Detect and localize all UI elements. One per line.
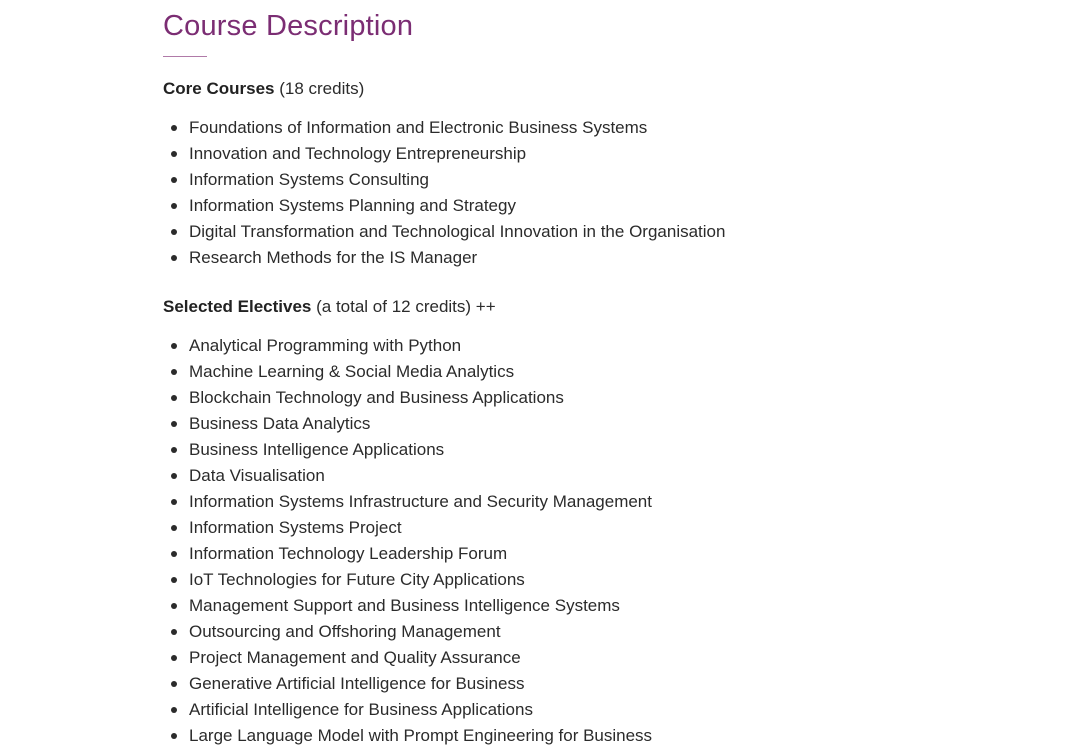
- bullet-icon: [171, 255, 177, 261]
- bullet-icon: [171, 499, 177, 505]
- course-name: Machine Learning & Social Media Analytics: [189, 362, 515, 381]
- bullet-icon: [171, 733, 177, 739]
- list-item: [163, 437, 1043, 463]
- bullet-icon: [171, 577, 177, 583]
- list-item: [163, 619, 1043, 645]
- bullet-icon: [171, 343, 177, 349]
- bullet-icon: [171, 655, 177, 661]
- list-item: [163, 463, 1043, 489]
- list-item: [163, 697, 1043, 723]
- bullet-icon: [171, 629, 177, 635]
- electives-heading: [163, 295, 1043, 319]
- core-courses-heading: [163, 77, 1043, 101]
- course-name: Research Methods for the IS Manager: [189, 248, 478, 267]
- bullet-icon: [171, 707, 177, 713]
- course-name: Generative Artificial Intelligence for Business: [189, 674, 525, 693]
- course-name: Digital Transformation and Technological Innovation in the Organisation: [189, 222, 726, 241]
- list-item: [163, 593, 1043, 619]
- core-courses-credits: (18 credits): [279, 79, 365, 98]
- list-item: [163, 333, 1043, 359]
- electives-list: [163, 333, 1043, 749]
- list-item: [163, 193, 1043, 219]
- course-name: Data Visualisation: [189, 466, 325, 485]
- course-name: Business Data Analytics: [189, 414, 371, 433]
- title-underline: [163, 56, 207, 57]
- bullet-icon: [171, 551, 177, 557]
- electives-credits: (a total of 12 credits) ++: [316, 297, 496, 316]
- course-name: Information Systems Consulting: [189, 170, 429, 189]
- bullet-icon: [171, 125, 177, 131]
- course-name: Innovation and Technology Entrepreneurship: [189, 144, 527, 163]
- course-name: IoT Technologies for Future City Applications: [189, 570, 525, 589]
- bullet-icon: [171, 395, 177, 401]
- bullet-icon: [171, 151, 177, 157]
- electives-label: Selected Electives: [163, 297, 312, 316]
- course-name: Information Systems Planning and Strategy: [189, 196, 516, 215]
- course-name: Foundations of Information and Electronic Business Systems: [189, 118, 648, 137]
- course-name: Information Systems Infrastructure and Security Management: [189, 492, 652, 511]
- course-name: Business Intelligence Applications: [189, 440, 445, 459]
- list-item: [163, 115, 1043, 141]
- bullet-icon: [171, 369, 177, 375]
- course-name: Management Support and Business Intelligence Systems: [189, 596, 620, 615]
- course-name: Project Management and Quality Assurance: [189, 648, 521, 667]
- course-name: Analytical Programming with Python: [189, 336, 462, 355]
- list-item: [163, 359, 1043, 385]
- list-item: [163, 515, 1043, 541]
- course-name: Information Technology Leadership Forum: [189, 544, 508, 563]
- bullet-icon: [171, 525, 177, 531]
- course-name: Outsourcing and Offshoring Management: [189, 622, 501, 641]
- list-item: [163, 489, 1043, 515]
- list-item: [163, 411, 1043, 437]
- list-item: [163, 541, 1043, 567]
- list-item: [163, 723, 1043, 749]
- list-item: [163, 245, 1043, 271]
- list-item: [163, 141, 1043, 167]
- list-item: [163, 671, 1043, 697]
- core-courses-label: Core Courses: [163, 79, 275, 98]
- course-name: Artificial Intelligence for Business Applications: [189, 700, 533, 719]
- bullet-icon: [171, 177, 177, 183]
- bullet-icon: [171, 473, 177, 479]
- list-item: [163, 219, 1043, 245]
- course-description-section: [163, 0, 1043, 749]
- course-name: Blockchain Technology and Business Applications: [189, 388, 564, 407]
- list-item: [163, 385, 1043, 411]
- bullet-icon: [171, 447, 177, 453]
- bullet-icon: [171, 603, 177, 609]
- bullet-icon: [171, 421, 177, 427]
- bullet-icon: [171, 203, 177, 209]
- page-title: Course Description: [163, 10, 414, 42]
- list-item: [163, 645, 1043, 671]
- list-item: [163, 167, 1043, 193]
- core-courses-list: [163, 115, 1043, 271]
- course-name: Large Language Model with Prompt Engineering for Business: [189, 726, 653, 745]
- bullet-icon: [171, 229, 177, 235]
- course-name: Information Systems Project: [189, 518, 402, 537]
- list-item: [163, 567, 1043, 593]
- bullet-icon: [171, 681, 177, 687]
